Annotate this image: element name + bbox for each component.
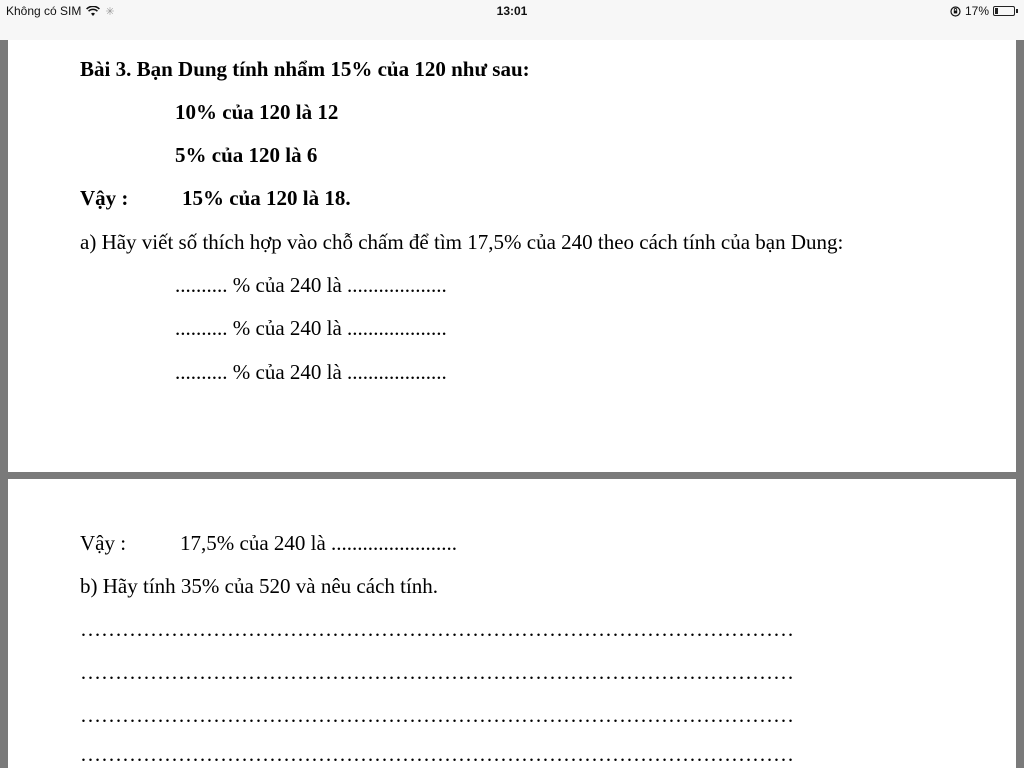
activity-spinner-icon: ✳ bbox=[105, 5, 115, 18]
step-2: 5% của 120 là 6 bbox=[175, 143, 318, 167]
exercise-title: Bài 3. Bạn Dung tính nhẩm 15% của 120 như sau: bbox=[80, 57, 530, 81]
status-right bbox=[950, 4, 1018, 18]
step-1: 10% của 120 là 12 bbox=[175, 100, 339, 124]
battery-icon bbox=[993, 6, 1015, 16]
document-page-2 bbox=[8, 479, 1016, 768]
blank-line: .......... % của 240 là ................... bbox=[175, 360, 447, 384]
blank-line: .......... % của 240 là ................... bbox=[175, 316, 447, 340]
conclusion-value-2: 17,5% của 240 là ........................ bbox=[180, 531, 458, 555]
blank-line: .......... % của 240 là ................... bbox=[175, 273, 447, 297]
answer-line: ………………………………………………………………………………………… bbox=[80, 617, 794, 641]
question-b: b) Hãy tính 35% của 520 và nêu cách tính. bbox=[80, 574, 439, 598]
carrier-label: Không có SIM bbox=[6, 4, 82, 18]
conclusion-label-2: Vậy : bbox=[80, 531, 127, 555]
conclusion-label: Vậy : bbox=[80, 186, 129, 210]
question-a: a) Hãy viết số thích hợp vào chỗ chấm để tìm 17,5% của 240 theo cách tính của bạn Dung: bbox=[80, 230, 844, 254]
answer-line: ………………………………………………………………………………………… bbox=[80, 703, 794, 727]
conclusion-value: 15% của 120 là 18. bbox=[182, 186, 351, 210]
battery-percent: 17% bbox=[964, 4, 989, 18]
status-bar bbox=[0, 0, 1024, 40]
answer-line: ………………………………………………………………………………………… bbox=[80, 742, 794, 766]
orientation-lock-icon bbox=[950, 6, 961, 17]
answer-line: ………………………………………………………………………………………… bbox=[80, 660, 794, 684]
document-page-1 bbox=[8, 40, 1016, 472]
clock: 13:01 bbox=[496, 4, 528, 18]
